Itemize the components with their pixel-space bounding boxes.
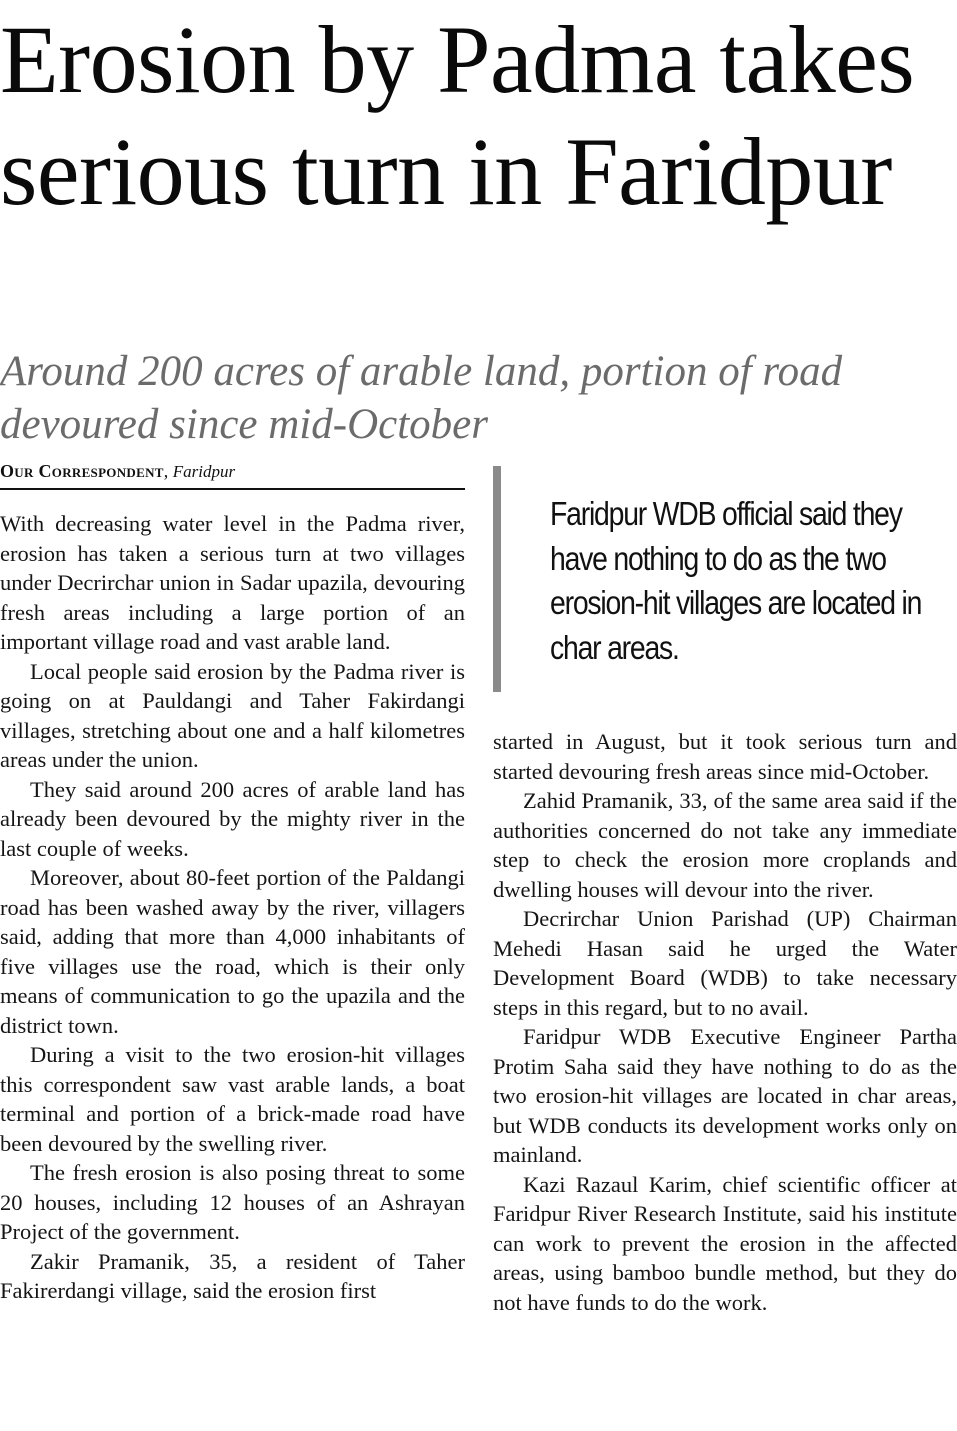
paragraph: They said around 200 acres of arable land has already been devoured by the mighty river in the last couple of weeks.	[0, 776, 465, 861]
subheadline: Around 200 acres of arable land, portion of road devoured since mid-October	[0, 348, 843, 448]
article-column-1	[0, 509, 465, 1306]
pull-quote	[493, 466, 941, 692]
byline-author: Our Correspondent	[0, 461, 164, 481]
paragraph: Faridpur WDB Executive Engineer Partha Protim Saha said they have nothing to do as the two erosion-hit villages are located in char areas, but WDB conducts its development works only on mainland.	[493, 1024, 957, 1167]
paragraph: During a visit to the two erosion-hit villages this correspondent saw vast arable lands, a boat terminal and portion of a brick-made road have been devoured by the swelling river.	[0, 1042, 465, 1156]
byline: Our Correspondent, Faridpur	[0, 458, 465, 490]
headline: Erosion by Padma takes serious turn in Faridpur	[0, 6, 915, 225]
paragraph: Zahid Pramanik, 33, of the same area said if the authorities concerned do not take any immediate step to check the erosion more croplands and dwelling houses will devour into the river.	[493, 788, 957, 902]
paragraph: Kazi Razaul Karim, chief scientific officer at Faridpur River Research Institute, said his institute can work to prevent the erosion in the affected areas, using bamboo bundle method, but they do not have funds to do the work.	[493, 1171, 957, 1315]
byline-location: Faridpur	[172, 462, 236, 481]
paragraph: Zakir Pramanik, 35, a resident of Taher Fakirerdangi village, said the erosion first	[0, 1248, 465, 1303]
article-column-2	[493, 727, 957, 1317]
pull-quote-text: Faridpur WDB official said they have nothing to do as the two erosion-hit villages are located in char areas.	[550, 495, 922, 666]
paragraph: Decrirchar Union Parishad (UP) Chairman Mehedi Hasan said he urged the Water Development Board (WDB) to take necessary steps in this regard, but to no avail.	[493, 906, 957, 1020]
paragraph: The fresh erosion is also posing threat to some 20 houses, including 12 houses of an Ashrayan Project of the government.	[0, 1160, 465, 1244]
paragraph: Local people said erosion by the Padma river is going on at Pauldangi and Taher Fakirdangi villages, stretching about one and a half kilometres areas under the union.	[0, 658, 465, 772]
paragraph: started in August, but it took serious turn and started devouring fresh areas since mid-October.	[493, 729, 957, 784]
paragraph: Moreover, about 80-feet portion of the Paldangi road has been washed away by the river, villagers said, adding that more than 4,000 inhabitants of five villages use the road, which is their only means of communication to go the upazila and the district town.	[0, 865, 465, 1038]
paragraph: With decreasing water level in the Padma river, erosion has taken a serious turn at two villages under Decrirchar union in Sadar upazila, devouring fresh areas including a large portion of an important village road and vast arable land.	[0, 511, 465, 654]
